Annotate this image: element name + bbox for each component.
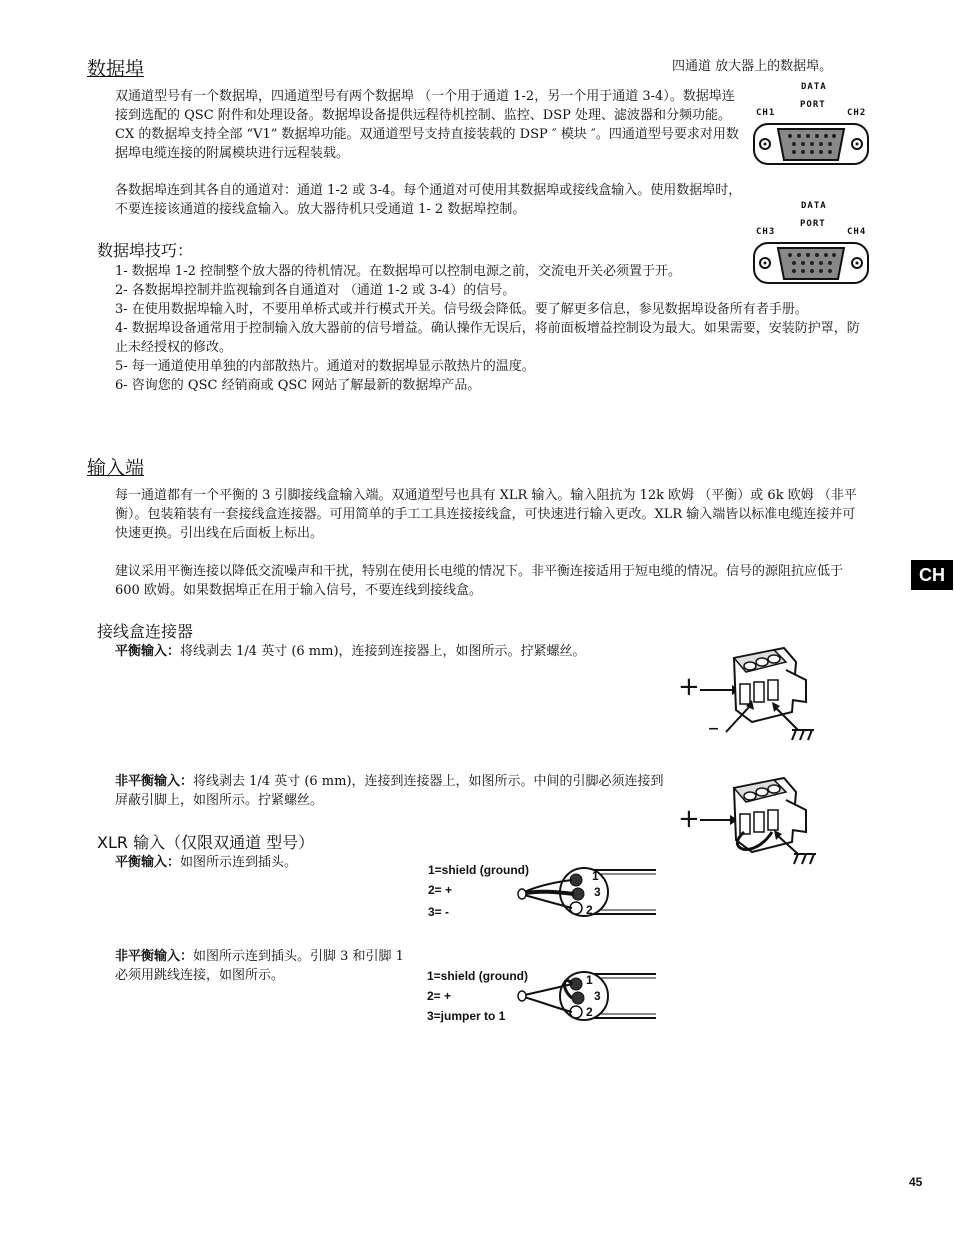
terminal-balanced-text [115, 642, 650, 661]
pin-label: 2 [586, 903, 593, 917]
xlr-legend-line: 2= + [427, 989, 452, 1003]
terminal-unbalanced-text [115, 772, 675, 810]
db15-connector-icon [752, 120, 870, 168]
balanced-label: 平衡输入： [115, 644, 181, 659]
unbalanced-instructions: 将线剥去 1/4 英寸 (6 mm)，连接到连接器上，如图所示。中间的引脚必须连接到屏蔽引脚上，如图所示。拧紧螺丝。 [115, 774, 664, 808]
xlr-legend [427, 966, 528, 1026]
xlr-unbalanced-diagram [426, 966, 661, 1026]
data-label: DATA [801, 82, 827, 92]
xlr-balanced-diagram [426, 860, 661, 925]
language-tab: CH [911, 560, 953, 590]
unbalanced-label: 非平衡输入： [115, 774, 194, 789]
data-port-diagram-ch1-ch2 [752, 80, 870, 175]
xlr-unbalanced-instructions: 如图所示连到插头。引脚 3 和引脚 1 必须用跳线连接，如图所示。 [115, 949, 404, 983]
pin-label: 3 [594, 989, 601, 1003]
minus-sign: – [708, 716, 719, 741]
inputs-paragraph-2: 建议采用平衡连接以降低交流噪声和干扰，特别在使用长电缆的情况下。非平衡连接适用于短电缆的情况。信号的源阻抗应低于 600 欧姆。如果数据埠正在用于输入信号，不要连线到接线盒。 [115, 564, 844, 598]
xlr-balanced-instructions: 如图所示连到插头。 [180, 855, 298, 870]
pin-label: 2 [586, 1005, 593, 1019]
terminal-block-balanced-diagram [674, 640, 834, 755]
db15-connector-icon [752, 239, 870, 287]
tip-item: 1- 数据埠 1-2 控制整个放大器的待机情况。在数据埠可以控制电源之前，交流电开关必须置于开。 [115, 264, 681, 279]
terminal-block-unbalanced-diagram [674, 770, 834, 870]
data-port-diagram-ch3-ch4 [752, 199, 870, 294]
data-port-paragraph-1: 双通道型号有一个数据埠，四通道型号有两个数据埠 （一个用于通道 1-2，另一个用于通道 3-4）。数据埠连接到选配的 QSC 附件和处理设备。数据埠设备提供远程待机控制、监控、DSP 处理、滤波器和分频功能。CX 的数据埠支持全部 “V1” 数据埠功能。双通道型号支持直接装载的 DSP ″ 模块 ″。四通道型号要求对用数据埠电缆连接的附属模块进行远程装载。 [115, 89, 739, 161]
xlr-legend-line: 1=shield (ground) [427, 969, 529, 983]
tip-item: 6- 咨询您的 QSC 经销商或 QSC 网站了解最新的数据埠产品。 [115, 378, 481, 393]
tip-item: 4- 数据埠设备通常用于控制输入放大器前的信号增益。确认操作无误后，将前面板增益控制设为最大。如果需要，安装防护罩，防止未经授权的修改。 [115, 321, 860, 355]
tip-item: 2- 各数据埠控制并监视输到各自通道对 （通道 1-2 或 3-4）的信号。 [115, 283, 516, 298]
tips-title: 数据埠技巧： [97, 241, 194, 260]
tip-item: 3- 在使用数据埠输入时，不要用单桥式或并行模式开关。信号级会降低。要了解更多信息，参见数据埠设备所有者手册。 [115, 302, 808, 317]
terminal-block-icon [674, 770, 834, 870]
xlr-legend-line: 2= + [428, 883, 453, 897]
terminal-block-icon [674, 640, 834, 755]
figure-caption: 四通道 放大器上的数据埠。 [672, 59, 833, 74]
data-port-paragraph-2: 各数据埠连到其各自的通道对：通道 1-2 或 3-4。每个通道对可使用其数据埠或接线盒输入。使用数据埠时，不要连接该通道的接线盒输入。放大器待机只受通道 1- 2 数据埠控制。 [115, 183, 742, 217]
page-number: 45 [909, 1175, 923, 1189]
channel-label-right: CH4 [847, 227, 867, 237]
channel-label-left: CH3 [756, 227, 776, 237]
pin-label: 1 [586, 973, 593, 987]
pin-label: 1 [592, 869, 599, 883]
section-title-inputs: 输入端 [87, 457, 145, 479]
port-label: PORT [800, 100, 826, 110]
section-title-data-port: 数据埠 [87, 58, 145, 80]
terminal-block-title: 接线盒连接器 [97, 622, 194, 641]
xlr-legend-line: 3= - [428, 905, 450, 919]
xlr-legend-line: 3=jumper to 1 [427, 1009, 506, 1023]
xlr-balanced-text [115, 853, 415, 872]
inputs-paragraph-1: 每一通道都有一个平衡的 3 引脚接线盒输入端。双通道型号也具有 XLR 输入。输入阻抗为 12k 欧姆 （平衡）或 6k 欧姆 （非平衡）。包装箱装有一套接线盒连接器。可用简单的手工工具连接接线盒，可快速进行输入更改。XLR 输入端皆以标准电缆连接并可快速更换。引出线在后面板上标出。 [115, 488, 857, 541]
data-label: DATA [801, 201, 827, 211]
xlr-title: XLR 输入（仅限双通道 型号） [97, 833, 315, 852]
tips-list [115, 262, 860, 395]
port-label: PORT [800, 219, 826, 229]
plus-sign: + [678, 672, 700, 702]
balanced-instructions: 将线剥去 1/4 英寸 (6 mm)，连接到连接器上，如图所示。拧紧螺丝。 [180, 644, 586, 659]
channel-label-right: CH2 [847, 108, 867, 118]
xlr-unbalanced-label: 非平衡输入： [115, 949, 194, 964]
xlr-unbalanced-text [115, 947, 420, 985]
channel-label-left: CH1 [756, 108, 776, 118]
plus-sign: + [678, 804, 700, 834]
xlr-legend-line: 1=shield (ground) [428, 863, 530, 877]
xlr-balanced-label: 平衡输入： [115, 855, 181, 870]
pin-label: 3 [594, 885, 601, 899]
tip-item: 5- 每一通道使用单独的内部散热片。通道对的数据埠显示散热片的温度。 [115, 359, 535, 374]
xlr-legend [428, 860, 529, 922]
